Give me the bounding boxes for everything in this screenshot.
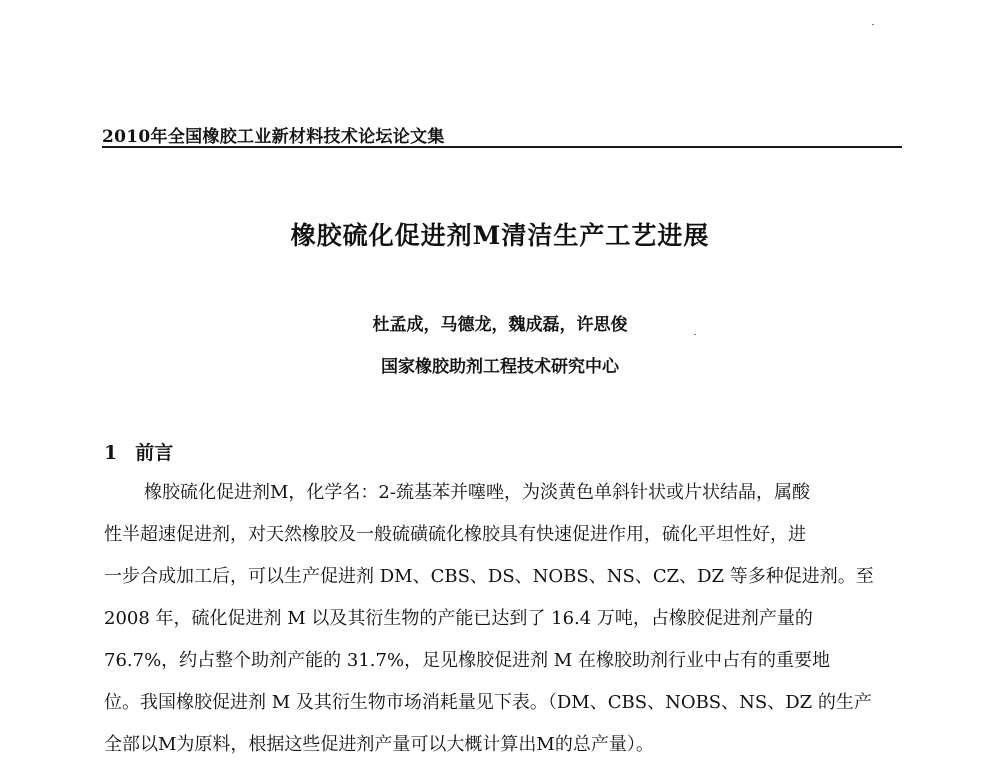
article-affiliation: 国家橡胶助剂工程技术研究中心 [381, 357, 619, 377]
paragraph-line: 一步合成加工后，可以生产促进剂 DM、CBS、DS、NOBS、NS、CZ、DZ 等多种促进剂。至 [104, 566, 874, 587]
section-title: 前言 [135, 442, 174, 464]
running-header-title: 2010年全国橡胶工业新材料技术论坛论文集 [102, 127, 445, 147]
running-header [102, 118, 902, 148]
scan-speck [872, 24, 874, 25]
article-title: 橡胶硫化促进剂M清洁生产工艺进展 [290, 221, 710, 250]
article-authors: 杜孟成，马德龙，魏成磊，许思俊 [372, 315, 628, 335]
section-number: 1 [104, 442, 118, 464]
section-heading [104, 438, 173, 465]
paragraph-line: 全部以M为原料，根据这些促进剂产量可以大概计算出M的总产量）。 [104, 734, 654, 755]
paragraph-line: 2008 年，硫化促进剂 M 以及其衍生物的产能已达到了 16.4 万吨，占橡胶促进剂产量的 [104, 608, 813, 629]
paragraph-line: 性半超速促进剂，对天然橡胶及一般硫磺硫化橡胶具有快速促进作用，硫化平坦性好，进 [104, 524, 806, 545]
paragraph-line: 76.7%，约占整个助剂产能的 31.7%，足见橡胶促进剂 M 在橡胶助剂行业中占有的重要地 [104, 650, 830, 671]
paragraph-line: 位。我国橡胶促进剂 M 及其衍生物市场消耗量见下表。（DM、CBS、NOBS、NS、DZ 的生产 [104, 692, 872, 713]
paragraph-line: 橡胶硫化促进剂M，化学名：2-巯基苯并噻唑，为淡黄色单斜针状或片状结晶，属酸 [144, 482, 810, 503]
